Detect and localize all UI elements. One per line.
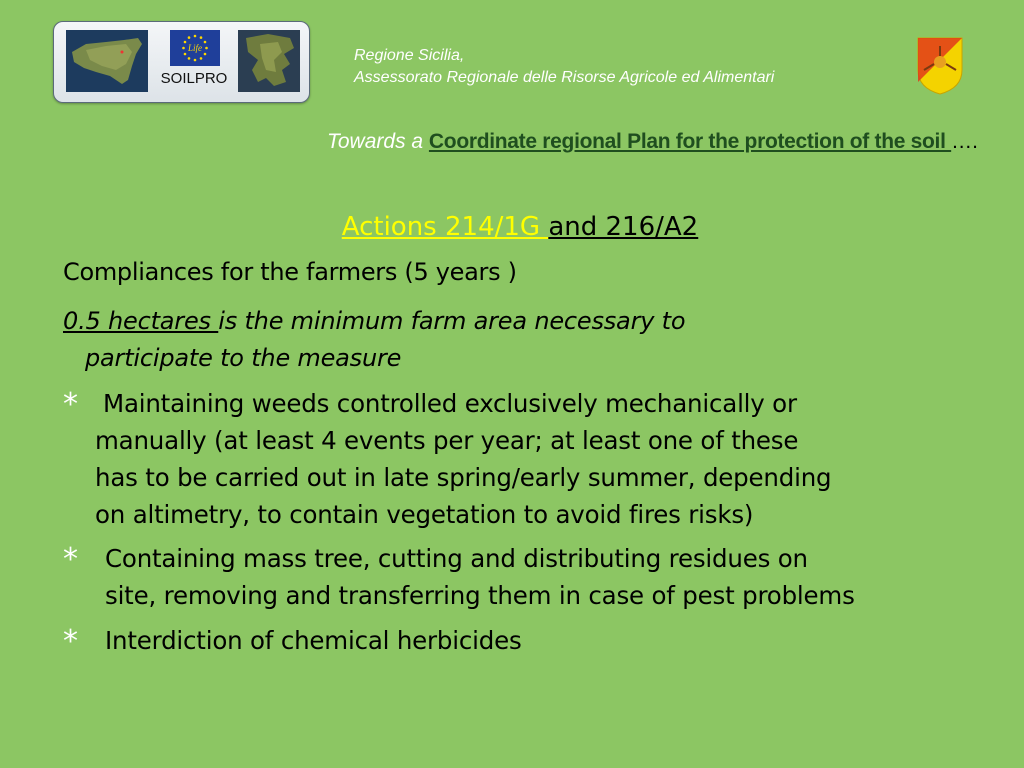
compliances-heading: Compliances for the farmers (5 years ) xyxy=(63,258,517,286)
actions-heading xyxy=(0,212,1024,242)
region-header xyxy=(354,45,774,89)
bullet-weeds xyxy=(63,385,831,533)
eu-life-logo-icon xyxy=(170,30,220,66)
actions-heading-part1: Actions 214/1G xyxy=(341,212,549,242)
greece-map-icon xyxy=(238,30,300,92)
bullet-line: Interdiction of chemical herbicides xyxy=(105,626,522,655)
bullet-line: Containing mass tree, cutting and distributing residues on xyxy=(105,544,808,573)
soilpro-logo-box xyxy=(53,21,310,103)
bullet-herbicides xyxy=(63,622,522,659)
bullet-star-icon: * xyxy=(63,542,78,577)
bullet-line: Maintaining weeds controlled exclusively mechanically or xyxy=(103,389,797,418)
bullet-line: has to be carried out in late spring/early summer, depending xyxy=(95,463,832,492)
hectares-text-line1: is the minimum farm area necessary to xyxy=(218,307,686,335)
sicily-map-icon xyxy=(66,30,148,92)
bullet-line: on altimetry, to contain vegetation to avoid fires risks) xyxy=(95,500,754,529)
hectares-paragraph xyxy=(63,303,963,377)
department-name: Assessorato Regionale delle Risorse Agricole ed Alimentari xyxy=(354,69,775,86)
actions-heading-part2: and 216/A2 xyxy=(548,212,699,242)
sicily-coat-of-arms-icon xyxy=(916,36,964,96)
hectares-amount: 0.5 hectares xyxy=(63,307,219,335)
slide-subtitle xyxy=(0,130,978,154)
region-name: Regione Sicilia, xyxy=(354,47,465,64)
bullet-line: manually (at least 4 events per year; at least one of these xyxy=(95,426,799,455)
subtitle-plan-link[interactable]: Coordinate regional Plan for the protection of the soil xyxy=(428,130,952,153)
subtitle-towards: Towards a xyxy=(326,130,429,153)
soilpro-label: SOILPRO xyxy=(160,70,228,87)
bullet-star-icon: * xyxy=(63,624,78,659)
eu-life-logo-text: Life xyxy=(187,43,203,53)
hectares-text-line2: participate to the measure xyxy=(85,344,402,372)
bullet-star-icon: * xyxy=(63,387,78,422)
bullet-mass-tree xyxy=(63,540,855,614)
subtitle-ellipsis: …. xyxy=(951,130,978,153)
bullet-line: site, removing and transferring them in case of pest problems xyxy=(105,581,855,610)
